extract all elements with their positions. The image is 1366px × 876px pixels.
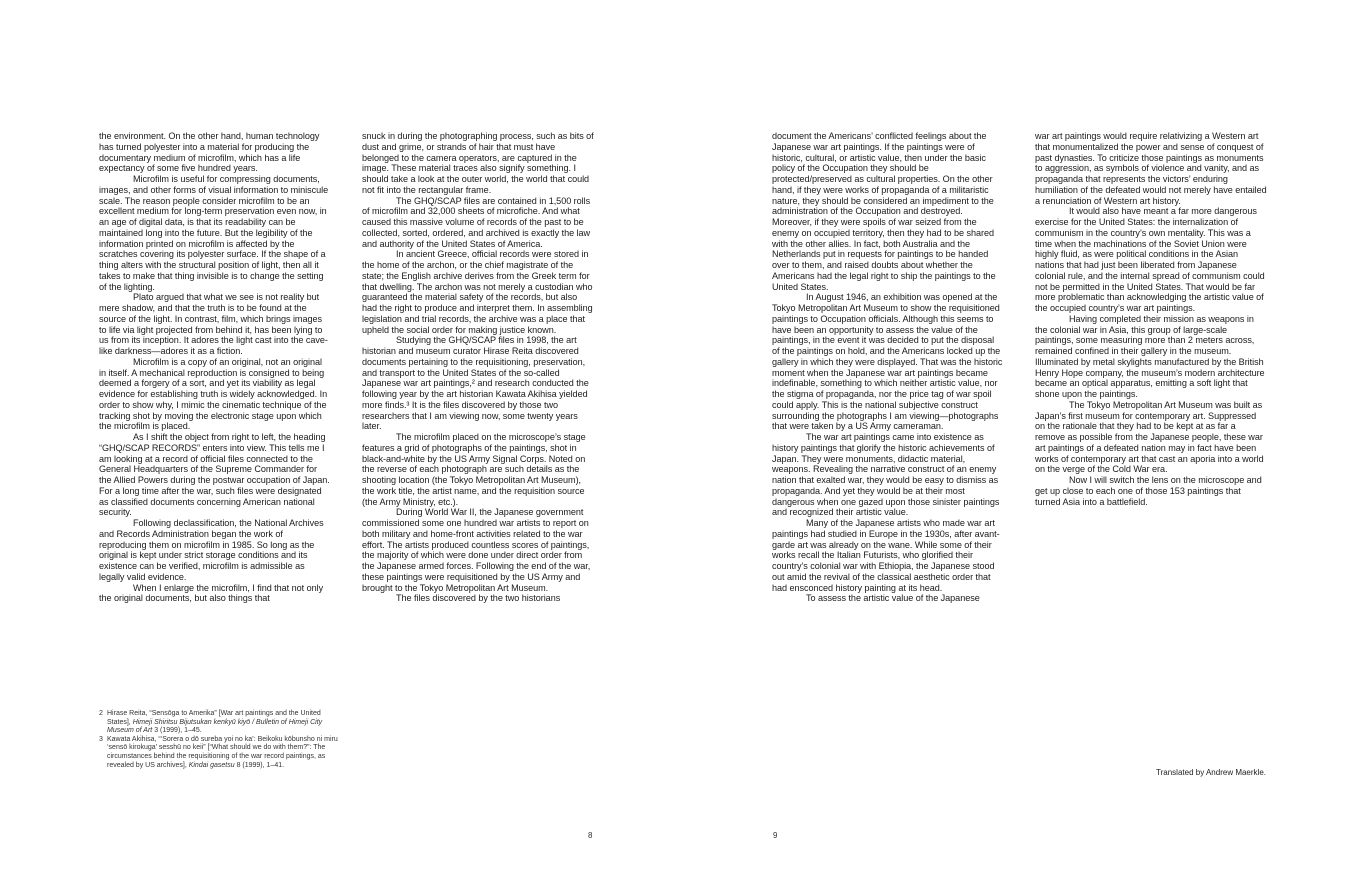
footnote-citation: Hirase Reita, “Sensōga to Amerika” [War art paintings and the United States],	[107, 710, 321, 726]
body-paragraph: During World War II, the Japanese government commissioned some one hundred war artists to report on both military and home-front activities related to the war effort. The artists produced countless scores of paintings, the majority of which were done under direct order from the Japanese armed forces. Following the end of the war, these paintings were requisitioned by the US Army and brought to the Tokyo Metropolitan Art Museum.	[362, 507, 591, 593]
body-paragraph: Microfilm is useful for compressing documents, images, and other forms of visual information to miniscule scale. The reason people consider microfilm to be an excellent medium for long-term preservation even now, in an age of digital data, is that its readability can be maintained long into the future. But the legibility of the information printed on microfilm is affected by the scratches covering its polyester surface. If the shape of a thing alters with the structural position of light, then all it takes to make that thing invisible is to change the setting of the lighting.	[99, 174, 329, 292]
body-paragraph: In August 1946, an exhibition was opened at the Tokyo Metropolitan Art Museum to show the requisitioned paintings to Occupation officials. Although this seems to have been an opportunity to assess the value of the paintings, in the event it was decided to put the disposal of the paintings on hold, and the Americans locked up the gallery in which they were displayed. That was the historic moment when the Japanese war art paintings became indefinable, something to which neither artistic value, nor the stigma of propaganda, nor the price tag of war spoil could apply. This is the national subjective construct surrounding the photographs I am viewing—photographs that were taken by a US Army cameraman.	[772, 292, 1003, 432]
body-paragraph: war art paintings would require relativizing a Western art that monumentalized the power and sense of conquest of past dynasties. To criticize those paintings as monuments to aggression, as symbols of violence and vanity, and as propaganda that represents the victors’ enduring humiliation of the defeated would not merely have entailed a renunciation of Western art history.	[1035, 131, 1267, 206]
right-page-column-2	[1035, 131, 1267, 507]
translator-credit: Translated by Andrew Maerkle.	[1156, 768, 1266, 777]
body-paragraph: In ancient Greece, official records were stored in the home of the archon, or the chief magistrate of the state; the English archive derives from the Greek term for that dwelling. The archon was not merely a custodian who guaranteed the material safety of the records, but also had the right to produce and interpret them. In assembling legislation and trial records, the archive was a place that upheld the social order for making justice known.	[362, 249, 593, 335]
body-paragraph: To assess the artistic value of the Japanese	[806, 593, 980, 604]
body-paragraph: The microfilm placed on the microscope’s stage features a grid of photographs of the paintings, shot in black-and-white by the US Army Signal Corps. Noted on the reverse of each photograph are such details as the shooting location (the Tokyo Metropolitan Art Museum), the work title, the artist name, and the requisition source (the Army Ministry, etc.).	[362, 432, 586, 507]
footnote-issue: 3 (1999), 1–45.	[152, 727, 202, 735]
body-paragraph: The GHQ/SCAP files are contained in 1,500 rolls of microfilm and 32,000 sheets of microfiche. And what caused this massive volume of records of the past to be collected, sorted, ordered, and archived is exactly the law and authority of the United States of America.	[362, 195, 591, 249]
footnote-number: 2	[99, 710, 103, 717]
footnote-text	[107, 736, 339, 770]
body-paragraph: When I enlarge the microfilm, I find that not only the original documents, but also things that	[99, 582, 324, 604]
body-paragraph: It would also have meant a far more dangerous exercise for the United States: the internalization of communism in the country’s own mentality. This was a time when the machinations of the Soviet Union were highly fluid, as were political conditions in the Asian nations that had just been liberated from Japanese colonial rule, and the internal spread of communism could not be permitted in the United States. That would be far more problematic than acknowledging the artistic value of the occupied country’s war art paintings.	[1035, 206, 1265, 313]
body-paragraph: As I shift the object from right to left, the heading “GHQ/SCAP RECORDS” enters into view. This tells me I am looking at a record of official files connected to the General Headquarters of the Supreme Commander for the Allied Powers during the postwar occupation of Japan. For a long time after the war, such files were designated as classified documents concerning American national security.	[99, 432, 330, 518]
left-page-column-1	[99, 131, 331, 604]
body-paragraph: Many of the Japanese artists who made war art paintings had studied in Europe in the 1930s, after avant-garde art was already on the wane. While some of their works recall the Italian Futurists, who glorified their country’s colonial war with Ethiopia, the Japanese stood out amid the revival of the classical aesthetic order that had ensconced history painting at its head.	[772, 518, 1000, 593]
footnote-journal-title: Himeji Shiritsu Bijutsukan kenkyū kiyō / Bulletin of Himeji City Museum of Art	[107, 718, 323, 735]
footnote-text	[107, 710, 339, 736]
body-paragraph: the environment. On the other hand, human technology has turned polyester into a material for producing the documentary medium of microfilm, which has a life expectancy of some five hundred years.	[99, 131, 320, 174]
footnote-number: 3	[99, 735, 103, 743]
footnotes	[99, 710, 339, 770]
body-paragraph: The Tokyo Metropolitan Art Museum was built as Japan’s first museum for contemporary art. Suppressed on the rationale that they had to be kept at as far a remove as possible from the Japanese people, these war art paintings of a defeated nation may in fact have been works of contemporary art that cast an aporia into a world on the verge of the Cold War era.	[1035, 399, 1264, 475]
page-number-left: 8	[588, 831, 593, 840]
body-paragraph: Now I will switch the lens on the microscope and get up close to each one of those 153 paintings that turned Asia into a battlefield.	[1035, 475, 1262, 507]
footnote-2	[99, 710, 339, 736]
body-paragraph: Studying the GHQ/SCAP files in 1998, the art historian and museum curator Hirase Reita discovered documents pertaining to the requisitioning, preservation, and transport to the United States of the so-called Japanese war art paintings,² and research conducted the following year by the art historian Kawata Akihisa yielded more finds.³ It is the files discovered by those two researchers that I am viewing now, some twenty years later.	[362, 335, 589, 432]
page-number-right: 9	[773, 831, 778, 840]
footnote-issue: 8 (1999), 1–41.	[234, 761, 285, 769]
body-paragraph: The war art paintings came into existence as history paintings that glorify the historic achievements of Japan. They were monuments, didactic material, weapons. Revealing the narrative construct of an enemy nation that exalted war, they would be easy to dismiss as propaganda. And yet they would be at their most dangerous when one gazed upon those sinister paintings and recognized their artistic value.	[772, 432, 1000, 518]
footnote-journal-title: Kindai gasetsu	[188, 761, 235, 769]
right-page	[683, 0, 1366, 876]
footnote-3	[99, 736, 339, 770]
body-paragraph: Having completed their mission as weapons in the colonial war in Asia, this group of large-scale paintings, some measuring more than 2 meters across, remained confined in their gallery in the museum. Illuminated by metal skylights manufactured by the British Henry Hope company, the museum’s modern architecture became an optical apparatus, emitting a soft light that shone upon the paintings.	[1035, 313, 1265, 399]
body-paragraph: Plato argued that what we see is not reality but mere shadow, and that the truth is to be found at the source of the light. In contrast, film, which brings images to life via light projected from behind it, has been lying to us from its inception. It adores the light cast into the cave-like darkness—adores it as a fiction.	[99, 292, 328, 356]
body-paragraph: The files discovered by the two historians	[396, 593, 561, 604]
body-paragraph: document the Americans’ conflicted feelings about the Japanese war art paintings. If the paintings were of historic, cultural, or artistic value, then under the basic policy of the Occupation they should be protected/preserved as cultural properties. On the other hand, if they were works of propaganda of a militaristic nature, they should be considered an impediment to the administration of the Occupation and destroyed. Moreover, if they were spoils of war seized from the enemy on occupied territory, then they had to be shared with the other allies. In fact, both Australia and the Netherlands put in requests for paintings to be handed over to them, and raised doubts about whether the Americans had the legal right to ship the paintings to the United States.	[772, 131, 996, 292]
right-page-column-1	[772, 131, 1004, 604]
footnote-citation: Kawata Akihisa, “‘Sorera o dō sureba yoi no ka’: Beikoku kōbunsho ni miru ‘sensō kirokuga’ sesshū no keii” [“What should we do with them?”: The circumstances behind the requisitioning of the war record paintings, as revealed by US archives],	[107, 735, 338, 769]
left-page-column-2	[362, 131, 594, 604]
body-paragraph: Microfilm is a copy of an original, not an original in itself. A mechanical reproduction is consigned to being deemed a forgery of a sort, and yet its viability as legal evidence for establishing truth is widely acknowledged. In order to show why, I mimic the cinematic technique of the tracking shot by moving the electronic stage upon which the microfilm is placed.	[99, 356, 328, 432]
body-paragraph: Following declassification, the National Archives and Records Administration began the work of reproducing them on microfilm in 1985. So long as the original is kept under strict storage conditions and its existence can be verified, microfilm is admissible as legally valid evidence.	[99, 518, 324, 582]
body-paragraph: snuck in during the photographing process, such as bits of dust and grime, or strands of hair that must have belonged to the camera operators, are captured in the image. These material traces also signify something. I should take a look at the outer world, the world that could not fit into the rectangular frame.	[362, 131, 594, 195]
